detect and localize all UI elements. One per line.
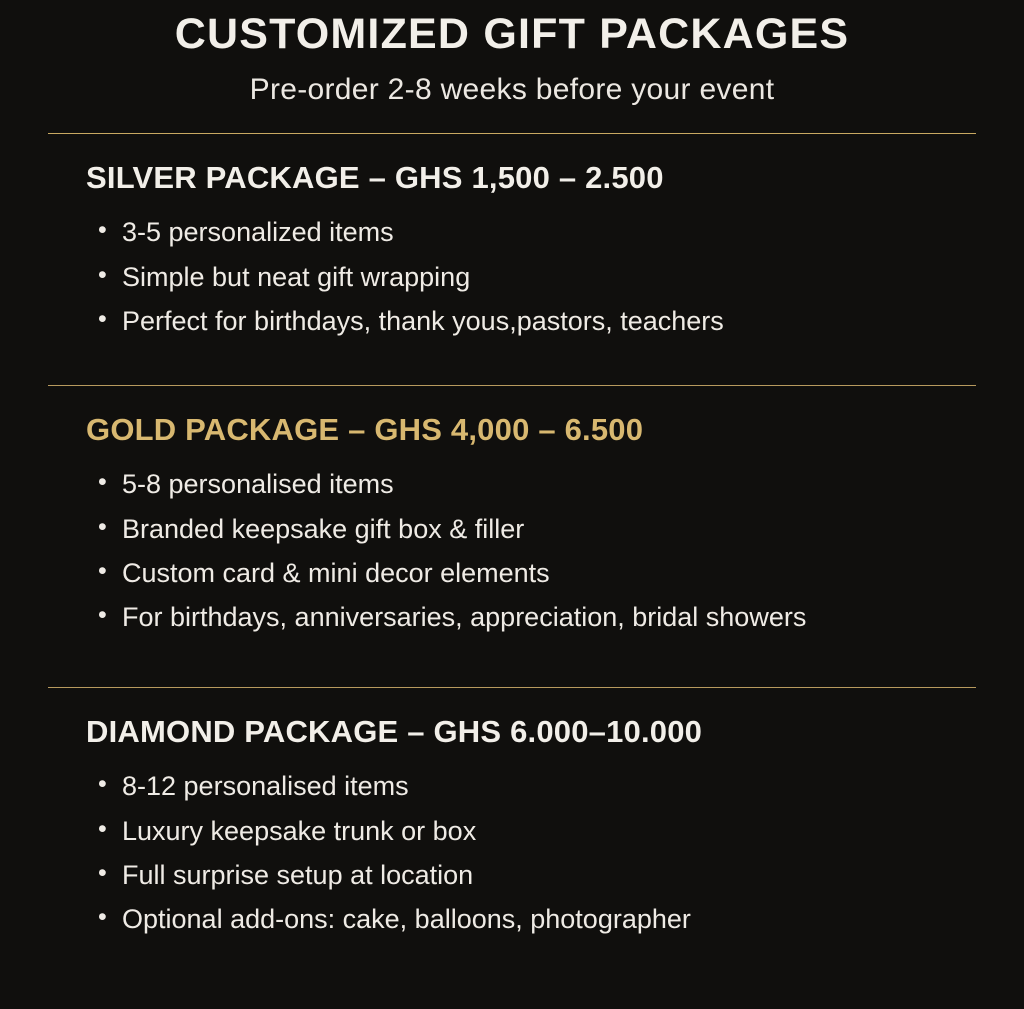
list-item: • 3-5 personalized items [94,210,976,254]
package-features-silver [48,210,976,343]
list-item: • Full surprise setup at location [94,853,976,897]
spacer [48,343,976,359]
list-item: • Perfect for birthdays, thank yous,pastors, teachers [94,299,976,343]
package-features-gold [48,462,976,639]
page-title: CUSTOMIZED GIFT PACKAGES [174,10,850,58]
package-title-diamond: DIAMOND PACKAGE – GHS 6.000–10.000 [86,714,703,750]
page-subtitle: Pre-order 2-8 weeks before your event [249,73,775,107]
package-section-silver [48,134,976,343]
spacer [48,639,976,661]
list-item: • Luxury keepsake trunk or box [94,809,976,853]
package-section-diamond [48,688,976,941]
list-item: • 8-12 personalised items [94,764,976,808]
package-section-gold [48,386,976,639]
poster-header [48,0,976,107]
list-item: • For birthdays, anniversaries, appreciation, bridal showers [94,595,976,639]
list-item: • Optional add-ons: cake, balloons, photographer [94,897,976,941]
package-title-gold: GOLD PACKAGE – GHS 4,000 – 6.500 [86,412,644,448]
package-features-diamond [48,764,976,941]
package-title-silver: SILVER PACKAGE – GHS 1,500 – 2.500 [86,160,664,196]
list-item: • Custom card & mini decor elements [94,551,976,595]
list-item: • Branded keepsake gift box & filler [94,507,976,551]
list-item: • Simple but neat gift wrapping [94,255,976,299]
list-item: • 5-8 personalised items [94,462,976,506]
